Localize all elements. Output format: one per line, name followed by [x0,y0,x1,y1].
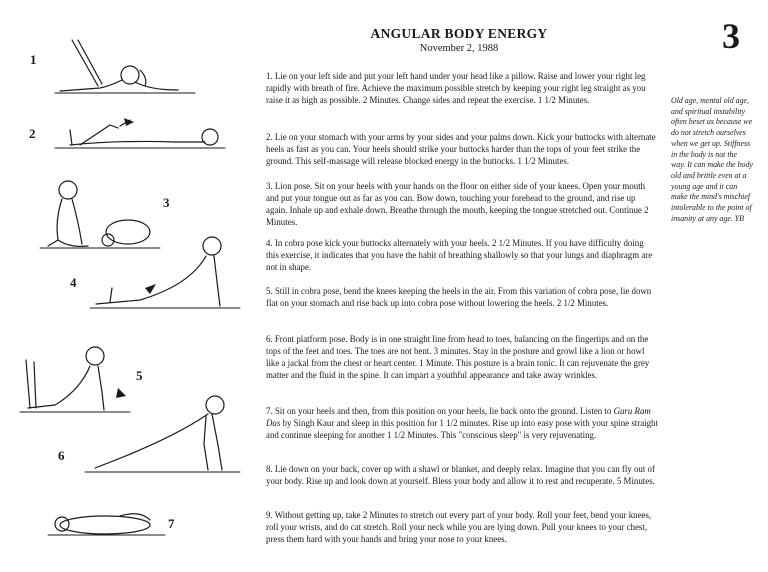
page-number: 3 [722,16,740,56]
figure-7-lie-back [48,514,165,535]
step-2-text: 2. Lie on your stomach with your arms by your sides and your palms down. Kick your buttocks with alternate heels as fast as you can. Your heels should strike your buttocks harder than the tops of your feet strike the ground. This self-massage will release blocked energy in the buttocks. 1 1/2 Minutes. [266,132,656,166]
step-4-text: 4. In cobra pose kick your buttocks alternately with your heels. 2 1/2 Minutes. If you have difficulty doing this exercise, it indicates that you have the habit of breathing shallowly so that your lungs and diaphragm are not in shape. [266,238,653,272]
step-7 [266,405,658,441]
sidebar-quote: Old age, mental old age, and spiritual instability often beset us because we do not stretch ourselves when we get up. Stiffness in the body is not the way. It can make the body old and brittle even at a young age and it can make the mind's mischief intolerable to the point of insanity at any age. YB [671,96,753,223]
step-3 [266,180,658,228]
figure-number-2: 2 [29,126,36,141]
step-1 [266,70,658,106]
step-9-text: 9. Without getting up, take 2 Minutes to stretch out every part of your body. Roll your feet, bend your knees, roll your wrists, and do cat stretch. Roll your neck while you are lying down. Pull your knees to your chest, press them hard with your hands and bring your nose to your knees. [266,510,652,544]
step-6-text: 6. Front platform pose. Body is in one straight line from head to toes, balancing on the fingertips and on the tops of the feet and toes. The toes are not bent. 3 minutes. Stay in the posture and growl like a lion or howl like a jackal from the chest or heart center. 1 Minute. This posture is a brain tonic. It can rejuvenate the grey matter and the fluid in the spine. It can impart a youthful appearance and take away wrinkles. [266,334,650,380]
page-date: November 2, 1988 [419,43,499,54]
figure-3-lion-pose [40,181,160,248]
figure-number-7: 7 [168,516,175,531]
step-7-text-b: by Singh Kaur and sleep in this position for 1 1/2 minutes. Rise up into easy pose with your spine straight and continue sleeping for another 1 1/2 Minutes. This "conscious sleep" is very rejuvenating. [266,418,658,440]
step-7-text-a: 7. Sit on your heels and then, from this position on your heels, lie back onto the ground. Listen to [266,406,614,416]
step-8 [266,463,658,487]
step-8-text: 8. Lie down on your back, cover up with a shawl or blanket, and deeply relax. Imagine that you can fly out of your body. Rise up and look down at yourself. Bless your body and allow it to rest and recuperate. 5 Minutes. [266,464,655,486]
step-5 [266,285,658,309]
exercise-illustrations [0,0,262,572]
figure-number-4: 4 [70,275,77,290]
figure-5-cobra-knees-bent [20,347,130,412]
figure-6-front-platform [85,396,240,472]
step-1-text: 1. Lie on your left side and put your left hand under your head like a pillow. Raise and lower your right leg rapidly with breath of fire. Achieve the maximum possible stretch by keeping your right leg straight as you raise it as high as possible. 2 Minutes. Change sides and repeat the exercise. 1 1/2 Minutes. [266,71,646,105]
figure-number-3: 3 [163,195,170,210]
step-5-text: 5. Still in cobra pose, bend the knees keeping the heels in the air. From this variation of cobra pose, lie down flat on your stomach and rise back up into cobra pose without lowering the heels. 2 1/2 Minutes. [266,286,652,308]
step-7-text [266,405,658,441]
figure-1-side-leg-raise [55,40,195,93]
step-4 [266,237,658,273]
page-title: ANGULAR BODY ENERGY [370,26,548,41]
step-6 [266,333,658,381]
figure-number-1: 1 [30,52,37,67]
figure-2-butt-kicks [55,118,225,148]
step-2 [266,131,658,167]
figure-number-5: 5 [136,368,143,383]
step-7-song-title: Guru Ram Das [266,406,651,428]
step-9 [266,509,658,545]
figure-number-6: 6 [58,448,65,463]
step-3-text: 3. Lion pose. Sit on your heels with your hands on the floor on either side of your knees. Open your mouth and put your tongue out as far as you can. Bow down, touching your forehead to the ground, and rise up again. Inhale up and exhale down. Breathe through the mouth, keeping the tongue stretched out. Continue 2 Minutes. [266,181,649,227]
